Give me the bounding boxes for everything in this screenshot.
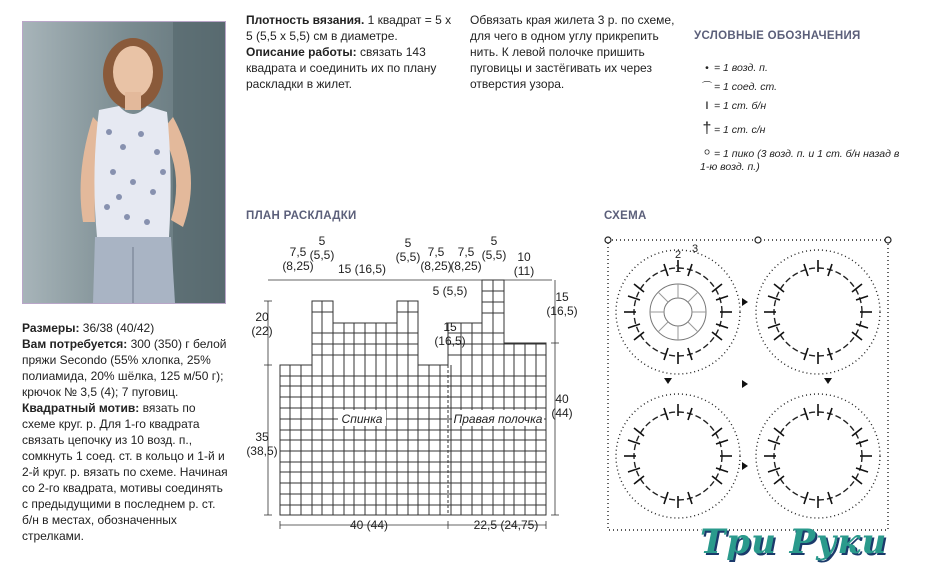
edging-description: Обвязать края жилета 3 р. по схеме, для чего в одном углу прикрепить нить. К левой полочке пришить пуговицы и застёгивать их через отверстия узора.	[470, 13, 675, 91]
round-label-2: 2	[675, 249, 682, 261]
legend-item-picot: ᴼ = 1 пико (3 возд. п. и 1 ст. б/н назад в 1-ю возд. п.)	[700, 148, 900, 173]
materials-description	[22, 320, 228, 544]
plan-dim-6: 7,5 (8,25)	[450, 245, 482, 273]
slip-stitch-icon: ⌒	[701, 81, 713, 93]
size-label: Размеры:	[22, 321, 80, 335]
plan-dim-10: 15 (16,5)	[546, 290, 578, 318]
crochet-scheme	[604, 234, 894, 534]
back-label: Спинка	[341, 412, 383, 426]
plan-dim-2: 5 (5,5)	[309, 234, 335, 262]
round-label-1: 1	[675, 263, 682, 275]
legend-item-slip: ⌒ = 1 соед. ст.	[701, 81, 778, 93]
photo-illustration	[23, 22, 225, 303]
single-crochet-icon: ǀ	[705, 100, 709, 112]
picot-icon: ᴼ	[704, 148, 710, 160]
work-label: Описание работы:	[246, 45, 357, 59]
plan-dim-8: 10 (11)	[513, 250, 535, 278]
motif-text: вязать по схеме круг. р. Для 1-го квадрата связать цепочку из 10 возд. п., сомкнуть 1 соед. ст. в кольцо и 1-й и 2-й круг. р. вязать по схеме. Начиная со 2-го квадрата, мотивы соединять с предыдущими в последнем р. ст. б/н в местах, обозначенных стрелками.	[22, 401, 228, 543]
watermark-logo: Три Руки	[700, 522, 888, 562]
size-text: 36/38 (40/42)	[79, 321, 155, 335]
plan-dim-3: 15 (16,5)	[337, 262, 387, 276]
chain-stitch-icon: •	[705, 62, 709, 74]
need-label: Вам потребуется:	[22, 337, 128, 351]
gauge-description	[246, 12, 456, 92]
gauge-label: Плотность вязания.	[246, 13, 365, 27]
model-photo	[22, 21, 226, 304]
plan-dim-13: 40 (44)	[551, 392, 573, 420]
plan-dim-5: 7,5 (8,25)	[420, 245, 452, 273]
plan-dim-16: 22,5 (24,75)	[473, 518, 539, 532]
work-text: связать 143 квадрата и соединить их по плану раскладки в жилет.	[246, 45, 437, 91]
legend-title: УСЛОВНЫЕ ОБОЗНАЧЕНИЯ	[694, 30, 861, 42]
plan-dim-4: 5 (5,5)	[395, 236, 421, 264]
plan-dim-1: 7,5 (8,25)	[282, 245, 314, 273]
plan-dim-7: 5 (5,5)	[481, 234, 507, 262]
need-text: 300 (350) г белой пряжи Secondo (55% хлопка, 25% полиамида, 20% шёлка, 125 м/50 г); крючок № 3,5 (4); 7 пуговиц.	[22, 337, 227, 399]
motif-label: Квадратный мотив:	[22, 401, 140, 415]
plan-title: ПЛАН РАСКЛАДКИ	[246, 210, 357, 222]
plan-dim-15: 40 (44)	[349, 518, 389, 532]
legend-item-dc: † = 1 ст. с/н	[700, 122, 765, 137]
gauge-text: 1 квадрат = 5 х 5 (5,5 х 5,5) см в диаметре.	[246, 13, 452, 43]
round-label-3: 3	[692, 243, 699, 255]
scheme-title: СХЕМА	[604, 210, 647, 222]
double-crochet-icon: †	[702, 120, 712, 137]
plan-dim-12: 15 (16,5)	[434, 320, 466, 348]
right-front-label: Правая полочка	[453, 412, 543, 426]
plan-dim-14: 35 (38,5)	[246, 430, 278, 458]
plan-dim-9: 5 (5,5)	[432, 284, 468, 298]
plan-dim-11: 20 (22)	[251, 310, 273, 338]
legend-item-chain: • = 1 возд. п.	[700, 62, 768, 75]
legend-item-sc: ǀ = 1 ст. б/н	[700, 100, 766, 113]
